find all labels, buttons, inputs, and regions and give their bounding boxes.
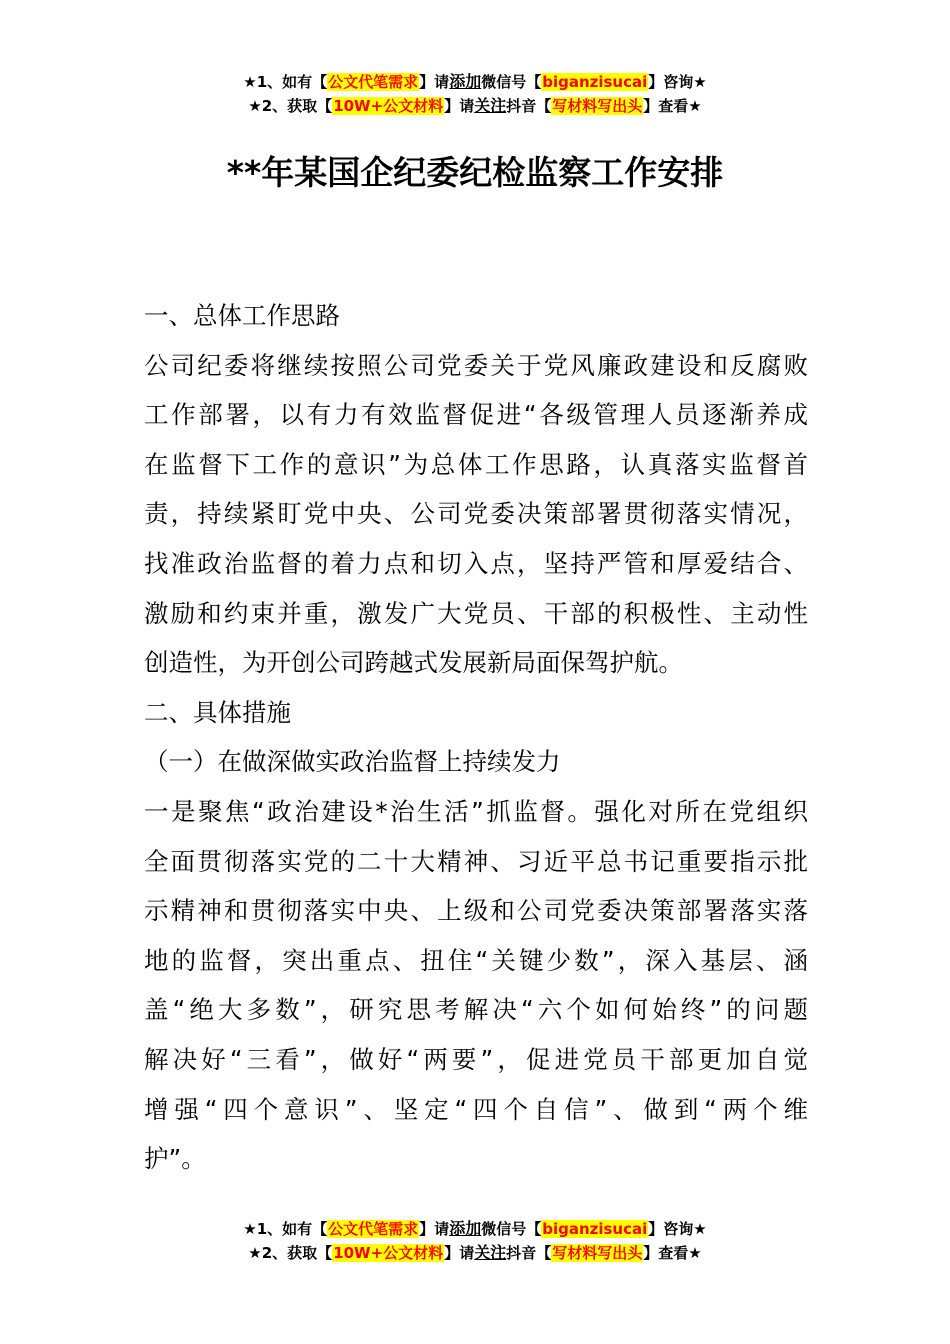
paragraph-line: 地的监督，突出重点、扭住“关键少数”，深入基层、涵 <box>144 945 808 975</box>
banner-text: ★2、获取【 <box>248 97 333 115</box>
paragraph-line: 全面贯彻落实党的二十大精神、习近平总书记重要指示批 <box>144 846 808 876</box>
banner-highlight: 公文代笔需求 <box>328 73 419 91</box>
paragraph-line: 护”。 <box>144 1144 206 1174</box>
banner-text: 】请 <box>419 1220 450 1238</box>
section-heading: 二、具体措施 <box>144 697 291 727</box>
banner-highlight: 公文代笔需求 <box>328 1220 419 1238</box>
banner-line-1 <box>0 1217 950 1241</box>
footer-banner <box>0 1217 950 1265</box>
banner-highlight: 写材料写出头 <box>552 1244 643 1262</box>
banner-highlight: 10W+公文材料 <box>333 97 444 115</box>
banner-highlight: 写材料写出头 <box>552 97 643 115</box>
banner-text: ★2、获取【 <box>248 1244 333 1262</box>
banner-line-1 <box>0 70 950 94</box>
paragraph-line: 盖“绝大多数”，研究思考解决“六个如何始终”的问题 <box>144 995 808 1025</box>
paragraph-line: 示精神和贯彻落实中央、上级和公司党委决策部署落实落 <box>144 896 808 926</box>
banner-text: 微信号【 <box>481 1220 542 1238</box>
banner-text: ★1、如有【 <box>243 1220 328 1238</box>
paragraph-line: 一是聚焦“政治建设*治生活”抓监督。强化对所在党组织 <box>144 796 808 826</box>
banner-text: 】请 <box>419 73 450 91</box>
banner-text: 】查看★ <box>643 1244 702 1262</box>
banner-text: 抖音【 <box>506 97 552 115</box>
banner-line-2 <box>0 1241 950 1265</box>
paragraph-line: 增强“四个意识”、坚定“四个自信”、做到“两个维 <box>144 1094 808 1124</box>
banner-text: 】请 <box>444 1244 475 1262</box>
banner-wechat-id: biganzisucai <box>542 1220 648 1238</box>
banner-emphasis: 添加 <box>449 72 482 91</box>
banner-text: ★1、如有【 <box>243 73 328 91</box>
banner-emphasis: 关注 <box>474 1243 507 1262</box>
banner-text: 】咨询★ <box>648 1220 707 1238</box>
banner-text: 】咨询★ <box>648 73 707 91</box>
banner-emphasis: 添加 <box>449 1219 482 1238</box>
banner-text: 微信号【 <box>481 73 542 91</box>
banner-line-2 <box>0 94 950 118</box>
paragraph-line: 公司纪委将继续按照公司党委关于党风廉政建设和反腐败 <box>144 350 808 380</box>
paragraph-line: 在监督下工作的意识”为总体工作思路，认真落实监督首 <box>144 449 808 479</box>
banner-highlight: 10W+公文材料 <box>333 1244 444 1262</box>
paragraph-line: 找准政治监督的着力点和切入点，坚持严管和厚爱结合、 <box>144 548 808 578</box>
paragraph-line: 激励和约束并重，激发广大党员、干部的积极性、主动性 <box>144 598 808 628</box>
paragraph-line: 创造性，为开创公司跨越式发展新局面保驾护航。 <box>144 648 683 678</box>
subsection-heading: （一）在做深做实政治监督上持续发力 <box>144 747 561 777</box>
paragraph-line: 工作部署，以有力有效监督促进“各级管理人员逐渐养成 <box>144 400 808 430</box>
banner-text: 】请 <box>444 97 475 115</box>
banner-emphasis: 关注 <box>474 96 507 115</box>
banner-text: 】查看★ <box>643 97 702 115</box>
paragraph-line: 责，持续紧盯党中央、公司党委决策部署贯彻落实情况， <box>144 499 808 529</box>
document-body <box>144 291 808 1184</box>
banner-text: 抖音【 <box>506 1244 552 1262</box>
section-heading: 一、总体工作思路 <box>144 301 340 330</box>
header-banner <box>0 70 950 118</box>
paragraph-line: 解决好“三看”，做好“两要”，促进党员干部更加自觉 <box>144 1044 808 1074</box>
document-title: **年某国企纪委纪检监察工作安排 <box>226 153 724 192</box>
banner-wechat-id: biganzisucai <box>542 73 648 91</box>
